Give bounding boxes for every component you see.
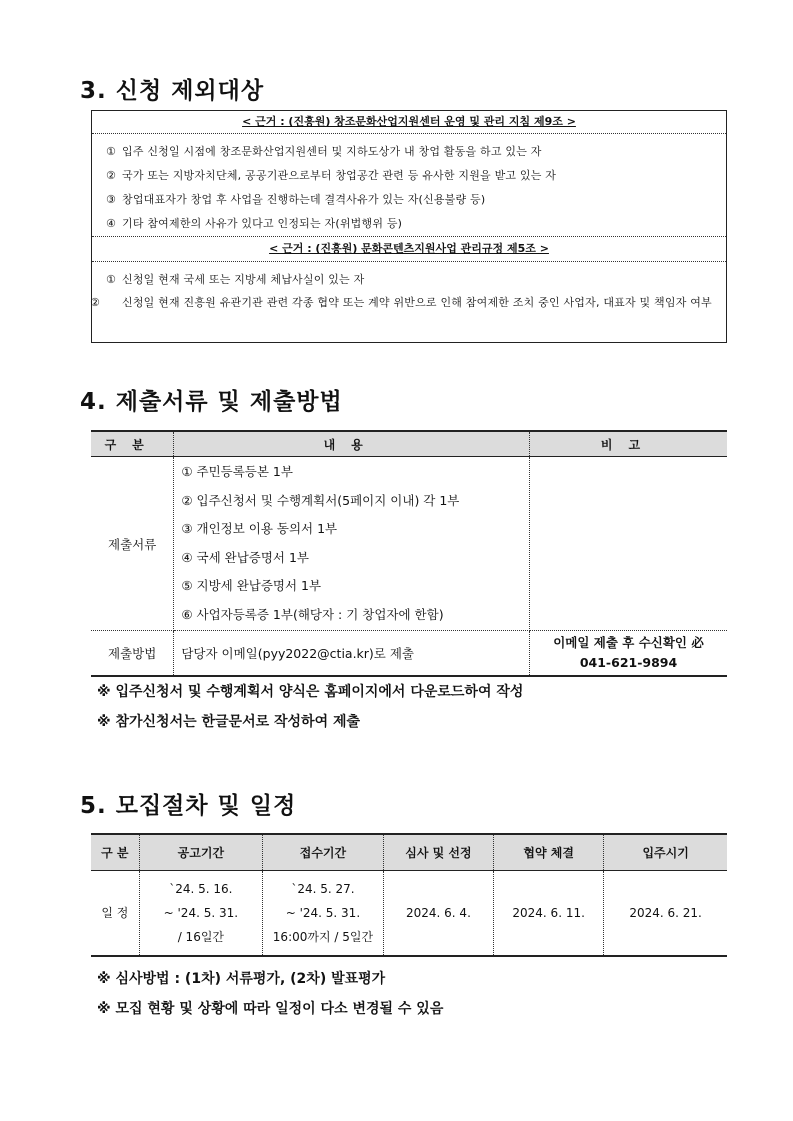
agreement-date: 2024. 6. 11. bbox=[494, 871, 604, 957]
remark: ※ 입주신청서 및 수행계획서 양식은 홈페이지에서 다운로드하여 작성 bbox=[97, 684, 524, 700]
table-row bbox=[91, 871, 727, 957]
list-item: ③ 창업대표자가 창업 후 사업을 진행하는데 결격사유가 있는 자(신용불량 등) bbox=[106, 193, 486, 206]
document-item: ④ 국세 완납증명서 1부 bbox=[181, 549, 310, 565]
table-row bbox=[91, 457, 727, 631]
section-3-title: 3. 신청 제외대상 bbox=[80, 78, 265, 104]
header-category: 구 분 bbox=[91, 834, 139, 871]
table-header-row bbox=[91, 431, 727, 457]
documents-table bbox=[91, 430, 727, 677]
list-item: ① 신청일 현재 국세 또는 지방세 체납사실이 있는 자 bbox=[106, 273, 365, 286]
header-note: 비고 bbox=[530, 431, 727, 457]
exclusion-list-2 bbox=[92, 262, 726, 314]
section-5-title: 5. 모집절차 및 일정 bbox=[80, 793, 297, 819]
remark: ※ 참가신청서는 한글문서로 작성하여 제출 bbox=[97, 714, 361, 730]
remark: ※ 모집 현황 및 상황에 따라 일정이 다소 변경될 수 있음 bbox=[97, 1001, 444, 1017]
submission-note: 이메일 제출 후 수신확인 必 041-621-9894 bbox=[530, 631, 727, 677]
schedule-table bbox=[91, 833, 727, 957]
move-in-date: 2024. 6. 21. bbox=[604, 871, 727, 957]
exclusion-box bbox=[91, 110, 727, 343]
header-receipt: 접수기간 bbox=[263, 834, 384, 871]
basis-heading-2: < 근거 : (진흥원) 문화콘텐츠지원사업 관리규정 제5조 > bbox=[269, 242, 549, 255]
header-content: 내용 bbox=[174, 431, 530, 457]
row-label-documents: 제출서류 bbox=[91, 457, 174, 631]
header-move-in: 입주시기 bbox=[604, 834, 727, 871]
exclusion-list-1 bbox=[92, 134, 726, 236]
submission-method: 담당자 이메일(pyy2022@ctia.kr)로 제출 bbox=[174, 631, 530, 677]
section-4-title: 4. 제출서류 및 제출방법 bbox=[80, 389, 343, 415]
empty-note-cell bbox=[530, 457, 727, 631]
review-date: 2024. 6. 4. bbox=[383, 871, 493, 957]
basis-heading-1: < 근거 : (진흥원) 창조문화산업지원센터 운영 및 관리 지침 제9조 > bbox=[242, 115, 576, 128]
header-review: 심사 및 선정 bbox=[383, 834, 493, 871]
table-row bbox=[91, 631, 727, 677]
row-label-schedule: 일 정 bbox=[91, 871, 139, 957]
row-label-method: 제출방법 bbox=[91, 631, 174, 677]
document-item: ⑥ 사업자등록증 1부(해당자 : 기 창업자에 한함) bbox=[181, 606, 444, 622]
list-item: ② 신청일 현재 진흥원 유관기관 관련 각종 협약 또는 계약 위반으로 인해 참여제한 조치 중인 사업자, 대표자 및 책임자 여부 bbox=[90, 296, 712, 309]
receipt-period: `24. 5. 27. ~ '24. 5. 31. 16:00까지 / 5일간 bbox=[263, 871, 384, 957]
header-agreement: 협약 체결 bbox=[494, 834, 604, 871]
list-item: ① 입주 신청일 시점에 창조문화산업지원센터 및 지하도상가 내 창업 활동을 하고 있는 자 bbox=[106, 145, 542, 158]
document-list bbox=[174, 457, 530, 631]
header-announcement: 공고기간 bbox=[139, 834, 262, 871]
announcement-period: `24. 5. 16. ~ '24. 5. 31. / 16일간 bbox=[139, 871, 262, 957]
document-item: ③ 개인정보 이용 동의서 1부 bbox=[181, 521, 338, 536]
list-item: ④ 기타 참여제한의 사유가 있다고 인정되는 자(위법행위 등) bbox=[106, 217, 403, 230]
table-header-row bbox=[91, 834, 727, 871]
document-item: ① 주민등록등본 1부 bbox=[181, 464, 293, 479]
header-category: 구분 bbox=[91, 431, 174, 457]
section-4-remarks bbox=[97, 677, 523, 737]
document-item: ② 입주신청서 및 수행계획서(5페이지 이내) 각 1부 bbox=[181, 492, 460, 508]
list-item: ② 국가 또는 지방자치단체, 공공기관으로부터 창업공간 관련 등 유사한 지원을 받고 있는 자 bbox=[106, 169, 557, 182]
section-5-remarks bbox=[97, 964, 443, 1024]
document-item: ⑤ 지방세 완납증명서 1부 bbox=[181, 578, 322, 593]
remark: ※ 심사방법 : (1차) 서류평가, (2차) 발표평가 bbox=[97, 971, 386, 987]
